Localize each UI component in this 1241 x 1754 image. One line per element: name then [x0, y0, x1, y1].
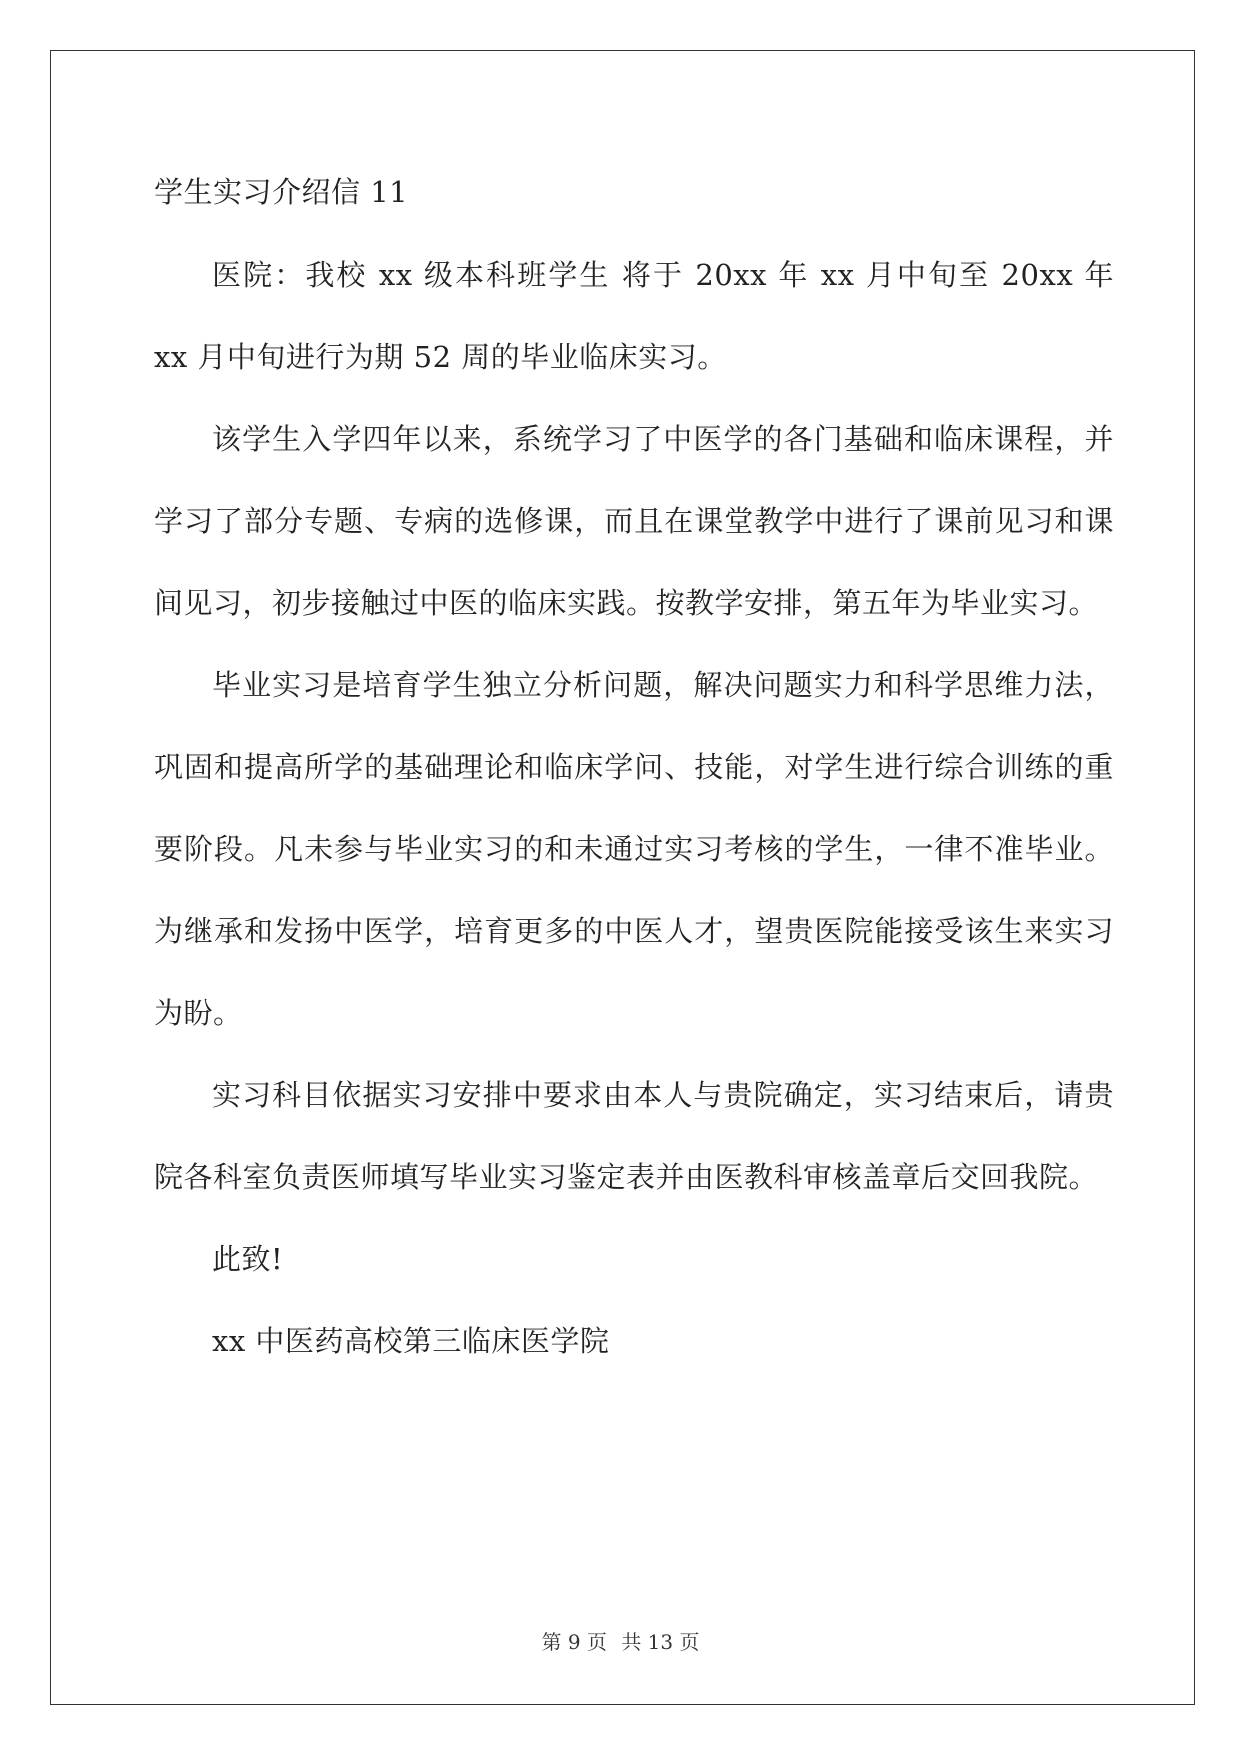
- document-title: 学生实习介绍信 11: [154, 175, 409, 209]
- paragraph-salutation: 此致!: [212, 1242, 284, 1276]
- paragraph-study-history: 该学生入学四年以来，系统学习了中医学的各门基础和临床课程，并学习了部分专题、专病的选修课，而且在课堂教学中进行了课前见习和课间见习，初步接触过中医的临床实践。按教学安排，第五年为毕业实习。: [154, 422, 1114, 620]
- page-total: 共 13 页: [621, 1630, 700, 1654]
- page-number: 第 9 页: [541, 1630, 607, 1654]
- page-footer: [0, 1626, 1241, 1655]
- paragraph-recipient: 医院：我校 xx 级本科班学生 将于 20xx 年 xx 月中旬至 20xx 年 xx 月中旬进行为期 52 周的毕业临床实习。: [154, 258, 1114, 374]
- paragraph-arrangement: 实习科目依据实习安排中要求由本人与贵院确定，实习结束后，请贵院各科室负责医师填写毕业实习鉴定表并由医教科审核盖章后交回我院。: [154, 1078, 1114, 1194]
- paragraph-internship-purpose: 毕业实习是培育学生独立分析问题，解决问题实力和科学思维力法，巩固和提高所学的基础理论和临床学问、技能，对学生进行综合训练的重要阶段。凡未参与毕业实习的和未通过实习考核的学生，一律不准毕业。为继承和发扬中医学，培育更多的中医人才，望贵医院能接受该生来实习为盼。: [154, 668, 1114, 1030]
- letter-body: [154, 150, 1114, 1382]
- paragraph-signature: xx 中医药高校第三临床医学院: [212, 1324, 610, 1358]
